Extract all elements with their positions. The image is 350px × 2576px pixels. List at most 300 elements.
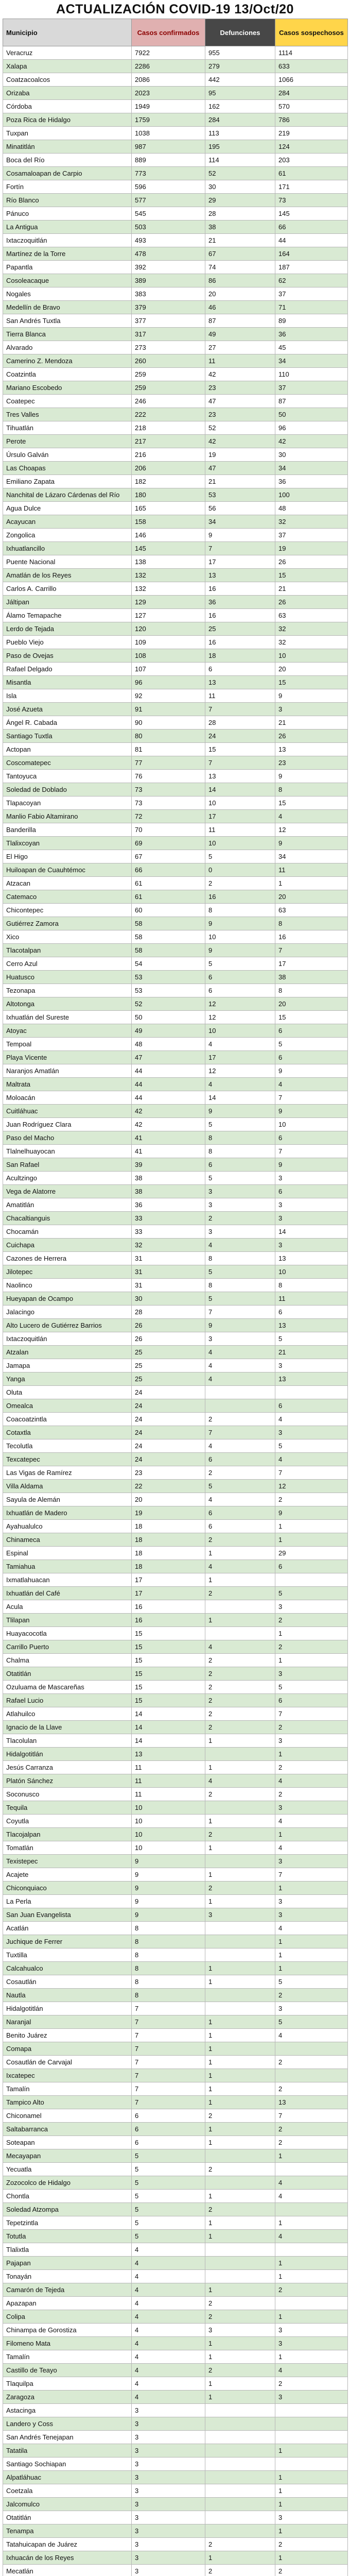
- table-row: [3, 462, 348, 475]
- defunciones-cell: 4: [205, 1038, 275, 1051]
- sospechosos-cell: 20: [275, 997, 348, 1011]
- sospechosos-cell: [275, 2431, 348, 2444]
- confirmados-cell: 7: [132, 2042, 205, 2056]
- table-row: [3, 261, 348, 274]
- defunciones-cell: 10: [205, 837, 275, 850]
- defunciones-cell: [205, 1989, 275, 2002]
- municipio-cell: Lerdo de Tejada: [3, 622, 132, 636]
- municipio-cell: Tlalnelhuayocan: [3, 1145, 132, 1158]
- municipio-cell: Zaragoza: [3, 2391, 132, 2404]
- defunciones-cell: 1: [205, 2056, 275, 2069]
- table-row: [3, 850, 348, 863]
- defunciones-cell: 2: [205, 2297, 275, 2310]
- sospechosos-cell: 5: [275, 1587, 348, 1600]
- municipio-cell: Chiconamel: [3, 2109, 132, 2123]
- table-row: [3, 529, 348, 542]
- confirmados-cell: 1038: [132, 127, 205, 140]
- sospechosos-cell: 100: [275, 488, 348, 502]
- sospechosos-cell: 30: [275, 448, 348, 462]
- confirmados-cell: 4: [132, 2297, 205, 2310]
- table-row: [3, 1761, 348, 1774]
- table-row: [3, 1506, 348, 1520]
- defunciones-cell: 2: [205, 1533, 275, 1547]
- confirmados-cell: 60: [132, 904, 205, 917]
- municipio-cell: Agua Dulce: [3, 502, 132, 515]
- sospechosos-cell: 1: [275, 1748, 348, 1761]
- sospechosos-cell: 5: [275, 1332, 348, 1346]
- table-row: [3, 957, 348, 971]
- table-row: [3, 944, 348, 957]
- sospechosos-cell: 203: [275, 154, 348, 167]
- municipio-cell: Colipa: [3, 2310, 132, 2324]
- municipio-cell: Poza Rica de Hidalgo: [3, 113, 132, 127]
- confirmados-cell: 92: [132, 689, 205, 703]
- defunciones-cell: 53: [205, 488, 275, 502]
- municipio-cell: Las Vigas de Ramírez: [3, 1466, 132, 1480]
- sospechosos-cell: [275, 2042, 348, 2056]
- sospechosos-cell: 1: [275, 2350, 348, 2364]
- sospechosos-cell: 633: [275, 60, 348, 73]
- defunciones-cell: 1: [205, 2337, 275, 2350]
- table-row: [3, 2283, 348, 2297]
- confirmados-cell: 15: [132, 1640, 205, 1654]
- confirmados-cell: 10: [132, 1801, 205, 1815]
- table-row: [3, 1185, 348, 1198]
- table-row: [3, 1038, 348, 1051]
- sospechosos-cell: 29: [275, 1547, 348, 1560]
- defunciones-cell: 1: [205, 1841, 275, 1855]
- sospechosos-cell: 4: [275, 1774, 348, 1788]
- confirmados-cell: 9: [132, 1895, 205, 1908]
- municipio-cell: Oluta: [3, 1386, 132, 1399]
- confirmados-cell: 31: [132, 1265, 205, 1279]
- sospechosos-cell: 5: [275, 1681, 348, 1694]
- table-row: [3, 770, 348, 783]
- sospechosos-cell: 63: [275, 904, 348, 917]
- table-row: [3, 930, 348, 944]
- defunciones-cell: 1: [205, 2190, 275, 2203]
- sospechosos-cell: 2: [275, 1721, 348, 1734]
- confirmados-cell: 39: [132, 1158, 205, 1172]
- municipio-cell: Calcahualco: [3, 1962, 132, 1975]
- sospechosos-cell: 3: [275, 2391, 348, 2404]
- municipio-cell: Acultzingo: [3, 1172, 132, 1185]
- defunciones-cell: 7: [205, 1426, 275, 1439]
- table-row: [3, 1372, 348, 1386]
- confirmados-cell: 80: [132, 730, 205, 743]
- confirmados-cell: 389: [132, 274, 205, 287]
- municipio-cell: Amatitlán: [3, 1198, 132, 1212]
- sospechosos-cell: 1: [275, 2216, 348, 2230]
- table-row: [3, 1172, 348, 1185]
- sospechosos-cell: 16: [275, 930, 348, 944]
- municipio-cell: Tempoal: [3, 1038, 132, 1051]
- table-row: [3, 1386, 348, 1399]
- confirmados-cell: 44: [132, 1078, 205, 1091]
- sospechosos-cell: 9: [275, 1506, 348, 1520]
- sospechosos-cell: 8: [275, 917, 348, 930]
- confirmados-cell: 9: [132, 1868, 205, 1882]
- confirmados-cell: 18: [132, 1520, 205, 1533]
- confirmados-cell: 377: [132, 314, 205, 328]
- municipio-cell: Huayacocotla: [3, 1627, 132, 1640]
- municipio-cell: Zozocolco de Hidalgo: [3, 2176, 132, 2190]
- table-row: [3, 2096, 348, 2109]
- confirmados-cell: 246: [132, 395, 205, 408]
- defunciones-cell: 21: [205, 475, 275, 488]
- sospechosos-cell: 50: [275, 408, 348, 421]
- table-header-row: [3, 19, 348, 46]
- confirmados-cell: 5: [132, 2176, 205, 2190]
- sospechosos-cell: 2: [275, 1493, 348, 1506]
- sospechosos-cell: 11: [275, 1292, 348, 1306]
- table-row: [3, 180, 348, 194]
- table-row: [3, 743, 348, 756]
- table-row: [3, 2377, 348, 2391]
- defunciones-cell: 955: [205, 46, 275, 60]
- confirmados-cell: 577: [132, 194, 205, 207]
- table-row: [3, 1547, 348, 1560]
- sospechosos-cell: 32: [275, 622, 348, 636]
- table-row: [3, 1828, 348, 1841]
- defunciones-cell: 11: [205, 823, 275, 837]
- table-row: [3, 1105, 348, 1118]
- sospechosos-cell: 1: [275, 2498, 348, 2511]
- sospechosos-cell: 1: [275, 1533, 348, 1547]
- table-row: [3, 274, 348, 287]
- table-row: [3, 1145, 348, 1158]
- confirmados-cell: 13: [132, 1748, 205, 1761]
- table-row: [3, 1654, 348, 1667]
- confirmados-cell: 19: [132, 1506, 205, 1520]
- table-row: [3, 301, 348, 314]
- defunciones-cell: 24: [205, 730, 275, 743]
- defunciones-cell: 1: [205, 2283, 275, 2297]
- defunciones-cell: 2: [205, 2565, 275, 2576]
- defunciones-cell: 20: [205, 287, 275, 301]
- confirmados-cell: 503: [132, 221, 205, 234]
- municipio-cell: Cuichapa: [3, 1239, 132, 1252]
- confirmados-cell: 14: [132, 1721, 205, 1734]
- sospechosos-cell: 12: [275, 1480, 348, 1493]
- table-row: [3, 984, 348, 997]
- defunciones-cell: 3: [205, 2324, 275, 2337]
- confirmados-cell: 7: [132, 2029, 205, 2042]
- table-row: [3, 2230, 348, 2243]
- table-row: [3, 796, 348, 810]
- confirmados-cell: 20: [132, 1493, 205, 1506]
- sospechosos-cell: 1: [275, 1935, 348, 1948]
- confirmados-cell: 8: [132, 1962, 205, 1975]
- table-row: [3, 1078, 348, 1091]
- defunciones-cell: [205, 1627, 275, 1640]
- confirmados-cell: 16: [132, 1614, 205, 1627]
- municipio-cell: Atzalan: [3, 1346, 132, 1359]
- defunciones-cell: 2: [205, 1882, 275, 1895]
- municipio-cell: Atzacan: [3, 877, 132, 890]
- confirmados-cell: 379: [132, 301, 205, 314]
- sospechosos-cell: 37: [275, 529, 348, 542]
- municipio-cell: Cotaxtla: [3, 1426, 132, 1439]
- table-row: [3, 1493, 348, 1506]
- defunciones-cell: [205, 1948, 275, 1962]
- municipio-cell: Tamalín: [3, 2082, 132, 2096]
- table-row: [3, 582, 348, 596]
- table-row: [3, 194, 348, 207]
- table-row: [3, 421, 348, 435]
- municipio-cell: Veracruz: [3, 46, 132, 60]
- municipio-cell: Ixhuatlán del Café: [3, 1587, 132, 1600]
- confirmados-cell: 15: [132, 1654, 205, 1667]
- municipio-cell: Tamalín: [3, 2350, 132, 2364]
- confirmados-cell: 889: [132, 154, 205, 167]
- sospechosos-cell: 21: [275, 1346, 348, 1359]
- municipio-cell: Ixtaczoquitlán: [3, 234, 132, 247]
- sospechosos-cell: 2: [275, 2565, 348, 2576]
- municipio-cell: Naranjal: [3, 2015, 132, 2029]
- table-row: [3, 1922, 348, 1935]
- confirmados-cell: 14: [132, 1707, 205, 1721]
- table-row: [3, 703, 348, 716]
- municipio-cell: Sayula de Alemán: [3, 1493, 132, 1506]
- sospechosos-cell: 45: [275, 341, 348, 354]
- table-row: [3, 2324, 348, 2337]
- defunciones-cell: 2: [205, 1681, 275, 1694]
- sospechosos-cell: 5: [275, 1038, 348, 1051]
- defunciones-cell: 21: [205, 234, 275, 247]
- sospechosos-cell: 4: [275, 2029, 348, 2042]
- defunciones-cell: 7: [205, 1306, 275, 1319]
- municipio-cell: Coatzacoalcos: [3, 73, 132, 87]
- sospechosos-cell: 1: [275, 2257, 348, 2270]
- municipio-cell: Rafael Delgado: [3, 663, 132, 676]
- confirmados-cell: 11: [132, 1774, 205, 1788]
- table-row: [3, 2243, 348, 2257]
- defunciones-cell: 2: [205, 2109, 275, 2123]
- defunciones-cell: [205, 1855, 275, 1868]
- confirmados-cell: 8: [132, 1989, 205, 2002]
- table-row: [3, 488, 348, 502]
- municipio-cell: Cuitláhuac: [3, 1105, 132, 1118]
- sospechosos-cell: 36: [275, 328, 348, 341]
- municipio-cell: Texistepec: [3, 1855, 132, 1868]
- municipio-cell: Ixhuatlancillo: [3, 542, 132, 555]
- table-row: [3, 2350, 348, 2364]
- confirmados-cell: 145: [132, 542, 205, 555]
- table-row: [3, 676, 348, 689]
- table-row: [3, 2498, 348, 2511]
- defunciones-cell: 28: [205, 207, 275, 221]
- sospechosos-cell: 37: [275, 381, 348, 395]
- defunciones-cell: 4: [205, 1372, 275, 1386]
- sospechosos-cell: 6: [275, 1024, 348, 1038]
- defunciones-cell: 162: [205, 100, 275, 113]
- sospechosos-cell: 4: [275, 2230, 348, 2243]
- municipio-cell: Xico: [3, 930, 132, 944]
- defunciones-cell: 1: [205, 2136, 275, 2149]
- confirmados-cell: 31: [132, 1252, 205, 1265]
- table-row: [3, 2190, 348, 2203]
- confirmados-cell: 4: [132, 2257, 205, 2270]
- defunciones-cell: 14: [205, 1091, 275, 1105]
- table-row: [3, 1614, 348, 1627]
- confirmados-cell: 67: [132, 850, 205, 863]
- defunciones-cell: 4: [205, 1493, 275, 1506]
- page-title: ACTUALIZACIÓN COVID-19 13/Oct/20: [56, 2, 294, 16]
- table-row: [3, 596, 348, 609]
- municipio-cell: Nautla: [3, 1989, 132, 2002]
- municipio-cell: Fortín: [3, 180, 132, 194]
- sospechosos-cell: 7: [275, 2109, 348, 2123]
- defunciones-cell: 1: [205, 2350, 275, 2364]
- confirmados-cell: 58: [132, 944, 205, 957]
- sospechosos-cell: 14: [275, 1225, 348, 1239]
- table-row: [3, 1480, 348, 1493]
- defunciones-cell: [205, 2270, 275, 2283]
- table-row: [3, 354, 348, 368]
- table-row: [3, 1774, 348, 1788]
- confirmados-cell: 182: [132, 475, 205, 488]
- table-row: [3, 221, 348, 234]
- sospechosos-cell: 8: [275, 1279, 348, 1292]
- municipio-cell: Hidalgotitlán: [3, 2002, 132, 2015]
- confirmados-cell: 7: [132, 2082, 205, 2096]
- confirmados-cell: 8: [132, 1935, 205, 1948]
- table-row: [3, 2015, 348, 2029]
- header-sospechosos: Casos sospechosos: [275, 19, 348, 46]
- table-row: [3, 1627, 348, 1640]
- municipio-cell: Tampico Alto: [3, 2096, 132, 2109]
- sospechosos-cell: 20: [275, 663, 348, 676]
- municipio-cell: Villa Aldama: [3, 1480, 132, 1493]
- municipio-cell: Huiloapan de Cuauhtémoc: [3, 863, 132, 877]
- municipio-cell: Carrillo Puerto: [3, 1640, 132, 1654]
- defunciones-cell: 29: [205, 194, 275, 207]
- table-row: [3, 1252, 348, 1265]
- sospechosos-cell: 9: [275, 689, 348, 703]
- sospechosos-cell: 3: [275, 1426, 348, 1439]
- defunciones-cell: 2: [205, 1587, 275, 1600]
- confirmados-cell: 3: [132, 2484, 205, 2498]
- municipio-cell: El Higo: [3, 850, 132, 863]
- table-row: [3, 113, 348, 127]
- sospechosos-cell: [275, 2069, 348, 2082]
- table-row: [3, 1788, 348, 1801]
- defunciones-cell: 3: [205, 1332, 275, 1346]
- confirmados-cell: 138: [132, 555, 205, 569]
- confirmados-cell: 4: [132, 2270, 205, 2283]
- sospechosos-cell: 9: [275, 1105, 348, 1118]
- confirmados-cell: 77: [132, 756, 205, 770]
- sospechosos-cell: 2: [275, 2283, 348, 2297]
- defunciones-cell: 1: [205, 2069, 275, 2082]
- sospechosos-cell: 13: [275, 2096, 348, 2109]
- confirmados-cell: 10: [132, 1841, 205, 1855]
- municipio-cell: Paso del Macho: [3, 1131, 132, 1145]
- defunciones-cell: 0: [205, 863, 275, 877]
- municipio-cell: Huatusco: [3, 971, 132, 984]
- municipio-cell: Coetzala: [3, 2484, 132, 2498]
- sospechosos-cell: 7: [275, 1466, 348, 1480]
- confirmados-cell: 6: [132, 2136, 205, 2149]
- municipio-cell: Tres Valles: [3, 408, 132, 421]
- defunciones-cell: 284: [205, 113, 275, 127]
- municipio-cell: Martínez de la Torre: [3, 247, 132, 261]
- defunciones-cell: 16: [205, 890, 275, 904]
- sospechosos-cell: 89: [275, 314, 348, 328]
- table-row: [3, 837, 348, 850]
- sospechosos-cell: 26: [275, 555, 348, 569]
- defunciones-cell: 10: [205, 796, 275, 810]
- confirmados-cell: 23: [132, 1466, 205, 1480]
- table-row: [3, 2029, 348, 2042]
- municipio-cell: Zongolica: [3, 529, 132, 542]
- defunciones-cell: 95: [205, 87, 275, 100]
- table-row: [3, 756, 348, 770]
- defunciones-cell: 442: [205, 73, 275, 87]
- sospechosos-cell: 4: [275, 1841, 348, 1855]
- sospechosos-cell: 66: [275, 221, 348, 234]
- sospechosos-cell: 20: [275, 890, 348, 904]
- municipio-cell: Acayucan: [3, 515, 132, 529]
- confirmados-cell: 4: [132, 2364, 205, 2377]
- table-row: [3, 73, 348, 87]
- defunciones-cell: 1: [205, 2042, 275, 2056]
- defunciones-cell: [205, 2484, 275, 2498]
- confirmados-cell: 32: [132, 1239, 205, 1252]
- municipio-cell: Maltrata: [3, 1078, 132, 1091]
- municipio-cell: Tezonapa: [3, 984, 132, 997]
- municipio-cell: Chicontepec: [3, 904, 132, 917]
- municipio-cell: Gutiérrez Zamora: [3, 917, 132, 930]
- table-row: [3, 2310, 348, 2324]
- municipio-cell: Paso de Ovejas: [3, 649, 132, 663]
- municipio-cell: Carlos A. Carrillo: [3, 582, 132, 596]
- confirmados-cell: 3: [132, 2511, 205, 2524]
- defunciones-cell: 7: [205, 703, 275, 716]
- table-row: [3, 234, 348, 247]
- sospechosos-cell: 13: [275, 1372, 348, 1386]
- municipio-cell: Ozuluama de Mascareñas: [3, 1681, 132, 1694]
- confirmados-cell: 3: [132, 2551, 205, 2565]
- defunciones-cell: [205, 2243, 275, 2257]
- municipio-cell: Tenampa: [3, 2524, 132, 2538]
- municipio-cell: Alpatláhuac: [3, 2471, 132, 2484]
- confirmados-cell: 4: [132, 2283, 205, 2297]
- defunciones-cell: 4: [205, 1560, 275, 1573]
- defunciones-cell: 8: [205, 904, 275, 917]
- sospechosos-cell: 7: [275, 1091, 348, 1105]
- table-row: [3, 823, 348, 837]
- sospechosos-cell: [275, 2458, 348, 2471]
- sospechosos-cell: 34: [275, 462, 348, 475]
- table-row: [3, 1158, 348, 1172]
- sospechosos-cell: 5: [275, 1975, 348, 1989]
- table-row: [3, 2109, 348, 2123]
- confirmados-cell: 70: [132, 823, 205, 837]
- table-row: [3, 2149, 348, 2163]
- defunciones-cell: 9: [205, 944, 275, 957]
- sospechosos-cell: 9: [275, 770, 348, 783]
- confirmados-cell: 36: [132, 1198, 205, 1212]
- confirmados-cell: 8: [132, 1922, 205, 1935]
- municipio-cell: Ángel R. Cabada: [3, 716, 132, 730]
- confirmados-cell: 30: [132, 1292, 205, 1306]
- confirmados-cell: 7: [132, 2069, 205, 2082]
- sospechosos-cell: 42: [275, 435, 348, 448]
- municipio-cell: Alto Lucero de Gutiérrez Barrios: [3, 1319, 132, 1332]
- table-row: [3, 1975, 348, 1989]
